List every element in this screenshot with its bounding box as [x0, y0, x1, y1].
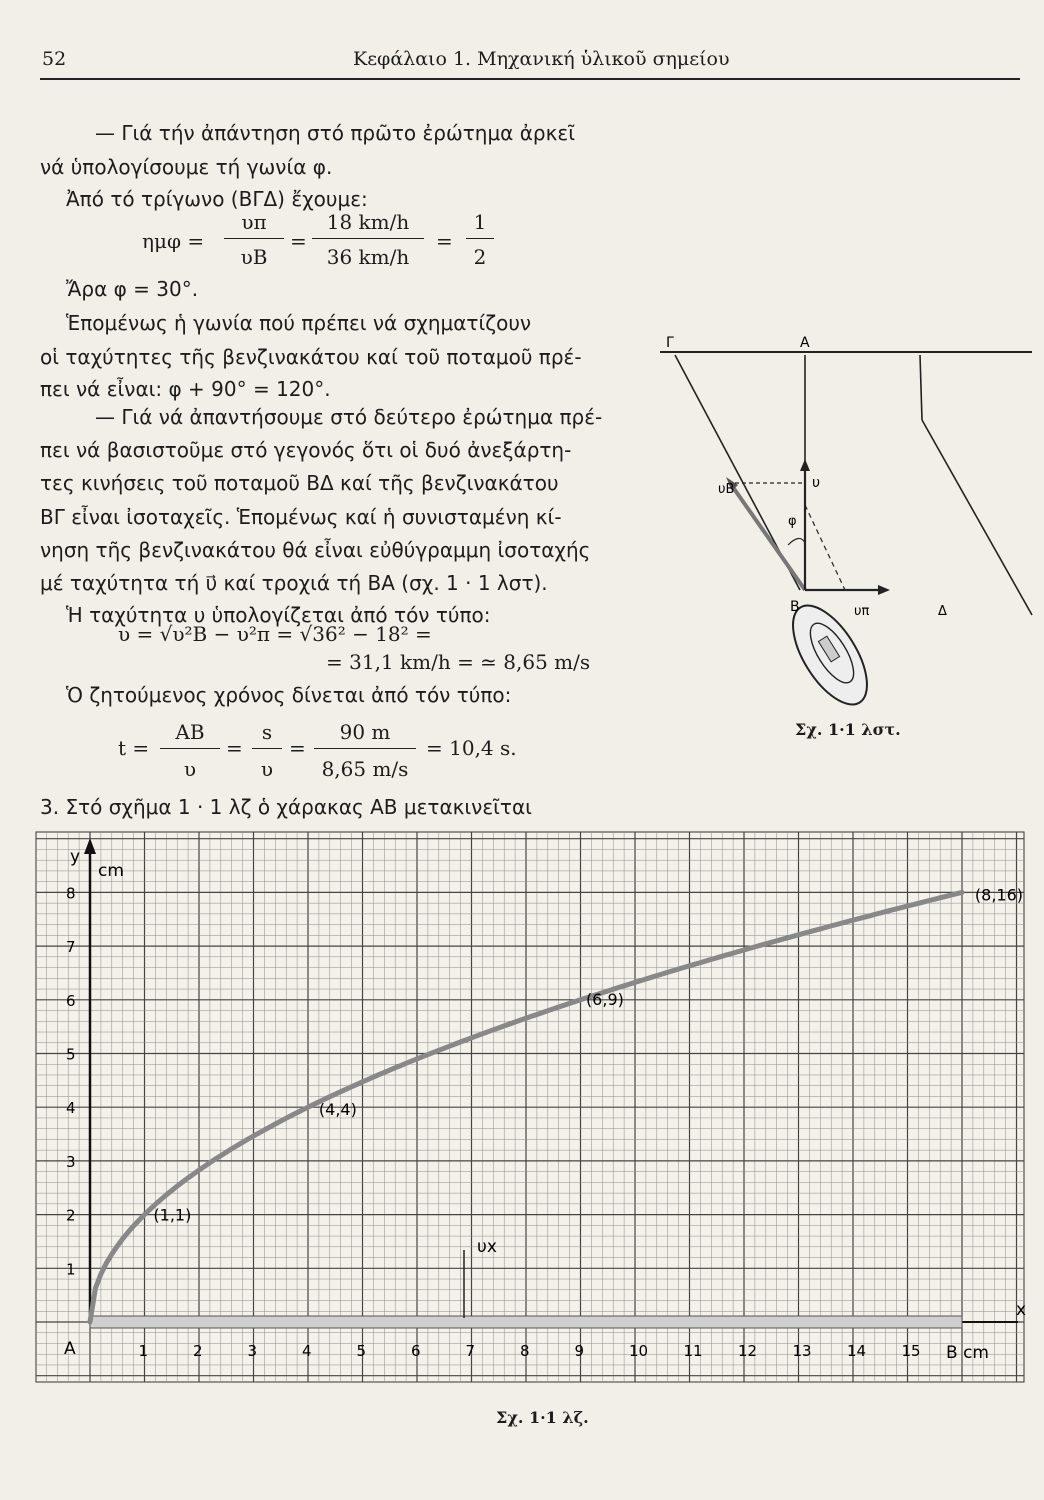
data-label: (8,16): [974, 885, 1024, 905]
equation-speed-line1: υ = √υ²B − υ²π = √36² − 18² =: [118, 622, 432, 646]
label-phi: φ: [788, 514, 797, 529]
x-tick-label: 3: [247, 1342, 258, 1360]
x-tick-label: 1: [138, 1342, 149, 1360]
y-tick-label: 2: [66, 1206, 76, 1225]
y-tick-label: 4: [66, 1099, 76, 1118]
x-tick-label: 10: [629, 1342, 649, 1360]
y-tick-label: 5: [66, 1045, 76, 1064]
x-tick-label: 7: [465, 1342, 476, 1360]
y-tick-label: 8: [66, 884, 76, 903]
x-axis-label: x: [1016, 1300, 1027, 1320]
graph-caption: Σχ. 1·1 λζ.: [496, 1408, 589, 1427]
vx-label: υx: [477, 1237, 497, 1257]
x-tick-label: 2: [193, 1342, 203, 1360]
data-label: (6,9): [585, 990, 624, 1010]
paragraph-line: 3. Στό σχῆμα 1 · 1 λζ ὁ χάρακας ΑΒ μετακινεῖται: [40, 795, 532, 819]
y-tick-label: 6: [66, 991, 76, 1010]
paragraph-line: οἱ ταχύτητες τῆς βενζινακάτου καί τοῦ ποταμοῦ πρέ-: [40, 345, 582, 369]
paragraph-line: Ἡ ταχύτητα υ ὑπολογίζεται ἀπό τόν τύπο:: [66, 603, 491, 627]
label-gamma: Γ: [666, 335, 674, 351]
paragraph-line: Ἀπό τό τρίγωνο (ΒΓΔ) ἔχουμε:: [66, 187, 368, 211]
paragraph-line: Ὁ ζητούμενος χρόνος δίνεται ἀπό τόν τύπο:: [66, 683, 512, 707]
x-tick-label: 4: [302, 1342, 312, 1360]
label-v: υ: [812, 475, 821, 491]
paragraph-line: νά ὑπολογίσουμε τή γωνία φ.: [40, 155, 333, 179]
data-label: (1,1): [153, 1205, 192, 1225]
x-tick-label: 8: [520, 1342, 530, 1360]
x-tick-label: 13: [792, 1342, 812, 1360]
x-tick-label: 5: [356, 1342, 367, 1360]
x-tick-label: 15: [901, 1342, 921, 1360]
paragraph-line: ΒΓ εἶναι ἰσοταχεῖς. Ἑπομένως καί ἡ συνισταμένη κί-: [40, 505, 562, 529]
y-axis-label: y: [70, 847, 81, 867]
data-label: (4,4): [318, 1100, 357, 1120]
y-tick-label: 3: [66, 1152, 76, 1171]
label-vb: υB: [718, 482, 735, 497]
x-axis-end-label: B cm: [946, 1343, 989, 1363]
paragraph-line: τες κινήσεις τοῦ ποταμοῦ ΒΔ καί τῆς βενζινακάτου: [40, 471, 559, 495]
x-tick-label: 11: [683, 1342, 703, 1360]
y-tick-label: 7: [66, 938, 76, 957]
paragraph-line: μέ ταχύτητα τή υ⃗ καί τροχιά τή ΒΑ (σχ. 1 · 1 λστ).: [40, 571, 548, 595]
label-b: B: [790, 599, 800, 615]
paragraph-line: Ἄρα φ = 30°.: [66, 277, 199, 301]
x-tick-label: 14: [847, 1342, 867, 1360]
origin-label: A: [64, 1339, 76, 1359]
label-vp: υπ: [854, 604, 870, 619]
diagram-caption: Σχ. 1·1 λστ.: [795, 720, 901, 739]
paragraph-line: Ἑπομένως ἡ γωνία πού πρέπει νά σχηματίζουν: [66, 311, 532, 335]
paragraph-line: — Γιά νά ἀπαντήσουμε στό δεύτερο ἐρώτημα πρέ-: [95, 405, 603, 429]
x-tick-label: 6: [411, 1342, 421, 1360]
label-a: A: [800, 335, 810, 351]
equation-speed-line2: = 31,1 km/h = ≃ 8,65 m/s: [326, 650, 591, 674]
y-tick-label: 1: [66, 1260, 76, 1279]
paragraph-line: πει νά βασιστοῦμε στό γεγονός ὅτι οἱ δυό ἀνεξάρτη-: [40, 438, 572, 462]
x-tick-label: 9: [574, 1342, 585, 1360]
y-axis-unit: cm: [98, 861, 124, 881]
paragraph-line: νηση τῆς βενζινακάτου θά εἶναι εὐθύγραμμη ἰσοταχής: [40, 538, 591, 562]
x-tick-label: 12: [738, 1342, 758, 1360]
paragraph-line: πει νά εἶναι: φ + 90° = 120°.: [40, 377, 331, 401]
page-number: 52: [42, 48, 67, 70]
running-title: Κεφάλαιο 1. Μηχανική ὑλικοῦ σημείου: [353, 48, 730, 70]
ruler-ab: [90, 1316, 962, 1328]
paragraph-line: — Γιά τήν ἀπάντηση στό πρῶτο ἐρώτημα ἀρκεῖ: [95, 121, 575, 145]
label-delta: Δ: [938, 604, 947, 619]
